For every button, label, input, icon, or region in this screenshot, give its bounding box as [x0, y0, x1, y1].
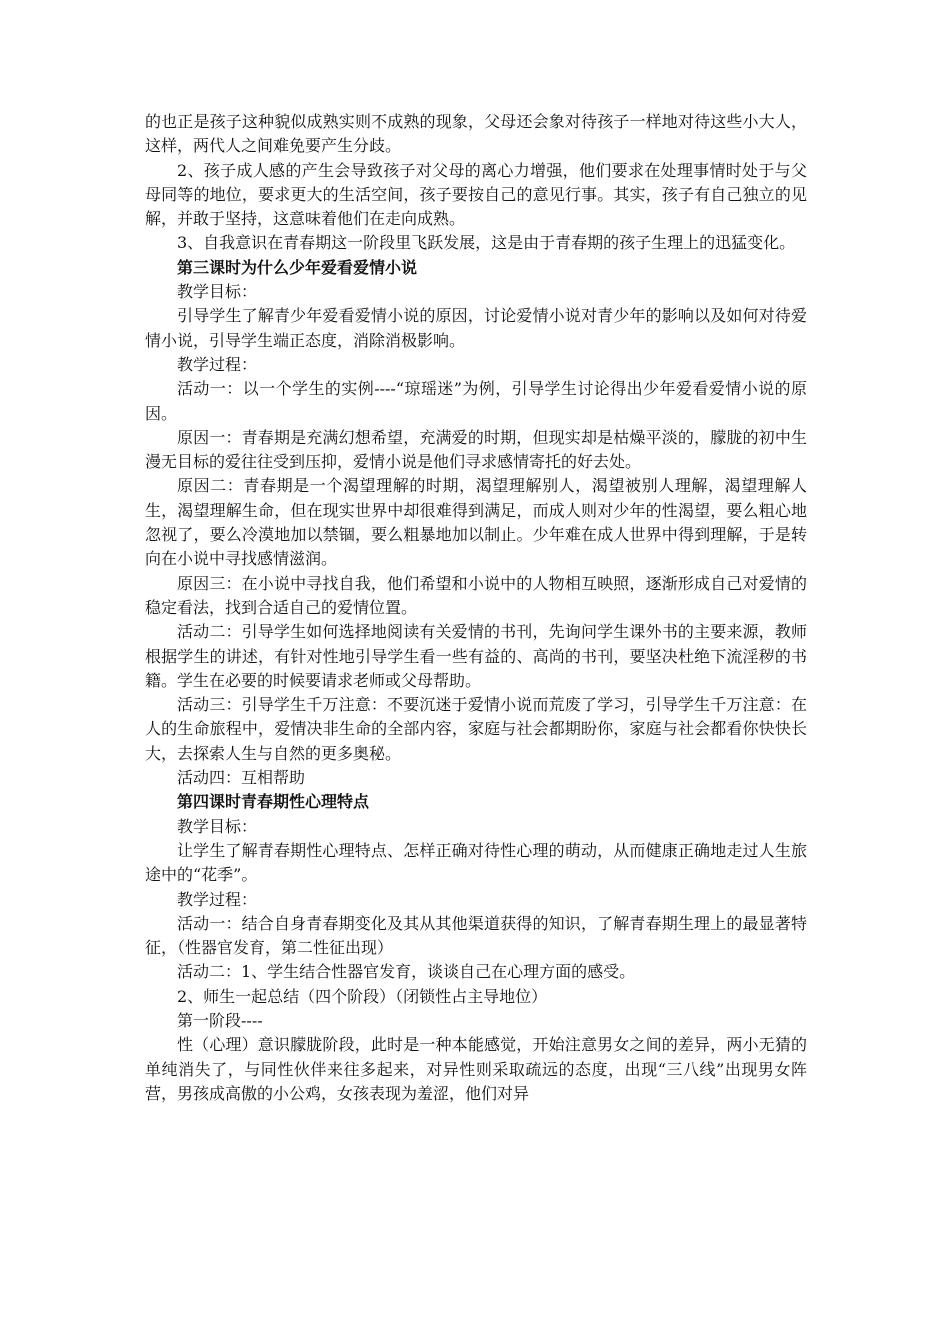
paragraph-reason-2: 原因二：青春期是一个渴望理解的时期，渴望理解别人，渴望被别人理解，渴望理解人生，渴望理解生命，但在现实世界中却很难得到满足，而成人则对少年的性渴望，要么粗心地忽视了，要么冷漠地加以禁锢，要么粗暴地加以制止。少年难在成人世界中得到理解，于是转向在小说中寻找感情滋润。 — [145, 476, 807, 569]
paragraph-activity-2-b: 活动二：1、学生结合性器官发育，谈谈自己在心理方面的感受。 — [177, 962, 636, 982]
paragraph-reason-3: 原因三：在小说中寻找自我，他们希望和小说中的人物相互映照，逐渐形成自己对爱情的稳定看法，找到合适自己的爱情位置。 — [145, 573, 807, 617]
paragraph-teaching-goal-2: 让学生了解青春期性心理特点、怎样正确对待性心理的萌动，从而健康正确地走过人生旅途中的“花季”。 — [145, 840, 807, 885]
section-heading-lesson-4: 第四课时青春期性心理特点 — [177, 792, 370, 812]
paragraph-teaching-goal-label: 教学目标： — [177, 282, 258, 302]
document-page — [145, 110, 807, 1106]
paragraph-teaching-goal-label-2: 教学目标： — [177, 816, 258, 836]
paragraph-2: 2、孩子成人感的产生会导致孩子对父母的离心力增强，他们要求在处理事情时处于与父母同等的地位，要求更大的生活空间，孩子要按自己的意见行事。其实，孩子有自己独立的见解，并敢于坚持，这意味着他们在走向成熟。 — [145, 160, 807, 229]
paragraph-3: 3、自我意识在青春期这一阶段里飞跃发展，这是由于青春期的孩子生理上的迅猛变化。 — [177, 233, 796, 253]
paragraph-activity-3: 活动三：引导学生千万注意：不要沉迷于爱情小说而荒废了学习，引导学生千万注意：在人的生命旅程中，爱情决非生命的全部内容，家庭与社会都期盼你，家庭与社会都看你快快长大，去探索人生与自然的更多奥秘。 — [145, 695, 807, 763]
paragraph-stage-1: 性（心理）意识朦胧阶段，此时是一种本能感觉，开始注意男女之间的差异，两小无猜的单纯消失了，与同性伙伴来往多起来，对异性则采取疏远的态度，出现“三八线”出现男女阵营，男孩成高傲的小公鸡，女孩表现为羞涩，他们对异 — [145, 1035, 807, 1103]
paragraph-stage-1-label: 第一阶段---- — [177, 1010, 263, 1030]
section-heading-lesson-3: 第三课时为什么少年爱看爱情小说 — [177, 257, 418, 277]
paragraph-activity-1: 活动一：以一个学生的实例----“琼瑶迷”为例，引导学生讨论得出少年爱看爱情小说的原因。 — [145, 379, 807, 423]
paragraph-activity-4: 活动四：互相帮助 — [177, 768, 306, 788]
paragraph-reason-1: 原因一：青春期是充满幻想希望，充满爱的时期，但现实却是枯燥平淡的，朦胧的初中生漫无目标的爱往往受到压抑，爱情小说是他们寻求感情寄托的好去处。 — [145, 427, 807, 472]
paragraph-activity-1-b: 活动一：结合自身青春期变化及其从其他渠道获得的知识，了解青春期生理上的最显著特征，（性器官发育，第二性征出现） — [145, 913, 807, 958]
paragraph-teaching-goal: 引导学生了解青少年爱看爱情小说的原因，讨论爱情小说对青少年的影响以及如何对待爱情小说，引导学生端正态度，消除消极影响。 — [145, 306, 807, 350]
paragraph-summary: 2、师生一起总结（四个阶段）（闭锁性占主导地位） — [177, 986, 548, 1006]
paragraph-teaching-process-label: 教学过程： — [177, 354, 258, 374]
paragraph-teaching-process-label-2: 教学过程： — [177, 889, 258, 909]
paragraph-activity-2: 活动二：引导学生如何选择地阅读有关爱情的书刊，先询问学生课外书的主要来源，教师根据学生的讲述，有针对性地引导学生看一些有益的、高尚的书刊，要坚决杜绝下流淫秽的书籍。学生在必要的时候要请求老师或父母帮助。 — [145, 622, 807, 690]
paragraph-1: 的也正是孩子这种貌似成熟实则不成熟的现象，父母还会象对待孩子一样地对待这些小大人，这样，两代人之间难免要产生分歧。 — [145, 112, 807, 156]
